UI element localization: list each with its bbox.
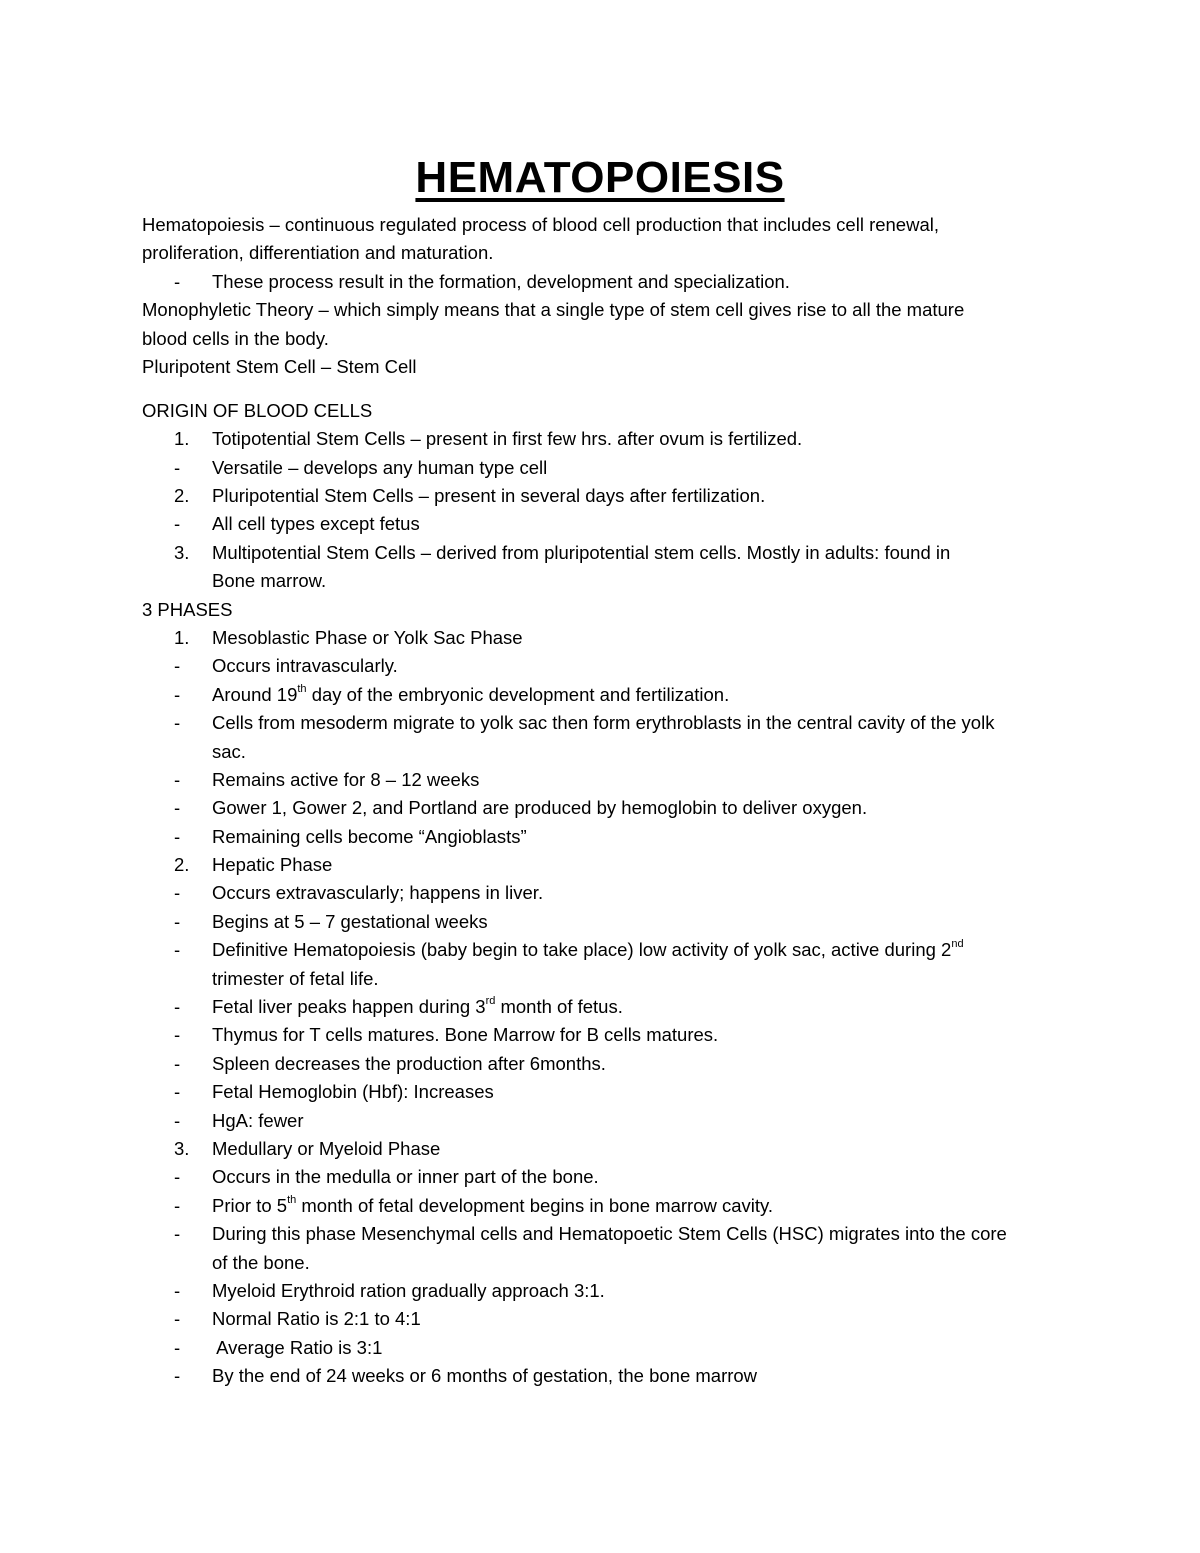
list-item	[142, 1362, 1072, 1390]
list-item	[142, 879, 1072, 907]
dash-marker: -	[174, 1336, 181, 1358]
superscript: th	[287, 1193, 297, 1206]
dash-marker: -	[174, 1024, 181, 1046]
document-body	[142, 211, 1072, 1391]
list-item	[142, 425, 1072, 453]
phase-title: Mesoblastic Phase or Yolk Sac Phase	[212, 626, 523, 648]
dash-marker: -	[174, 456, 181, 478]
list-item	[142, 936, 1072, 964]
list-item-text: Pluripotential Stem Cells – present in several days after fertilization.	[212, 485, 766, 507]
number-marker: 3.	[174, 1138, 190, 1159]
number-marker: 1.	[174, 626, 190, 648]
number-marker: 1.	[174, 428, 190, 450]
list-item	[142, 1107, 1072, 1135]
list-item-text	[212, 993, 623, 1021]
list-item	[142, 1021, 1072, 1049]
list-item-continuation: Bone marrow.	[212, 570, 327, 592]
list-item	[142, 681, 1072, 709]
dash-marker: -	[174, 1279, 181, 1301]
text-fragment: day of the embryonic development and fertilization.	[306, 683, 730, 705]
text-fragment: Prior to 5	[212, 1194, 288, 1216]
list-item-text	[212, 1192, 773, 1220]
text-fragment: Fetal liver peaks happen during 3	[212, 996, 486, 1018]
list-item-text: All cell types except fetus	[212, 513, 420, 535]
list-item	[142, 1305, 1072, 1333]
list-item-text: Occurs extravascularly; happens in liver.	[212, 882, 544, 904]
dash-marker: -	[174, 513, 181, 535]
dash-marker: -	[174, 768, 181, 790]
dash-marker: -	[174, 939, 181, 961]
intro-line: proliferation, differentiation and maturation.	[142, 242, 494, 264]
list-item	[142, 709, 1072, 737]
list-item	[142, 851, 1072, 879]
dash-marker: -	[174, 1109, 181, 1131]
superscript: th	[297, 682, 307, 695]
list-item	[142, 993, 1072, 1021]
list-item-text: Gower 1, Gower 2, and Portland are produced by hemoglobin to deliver oxygen.	[212, 797, 868, 819]
intro-line: blood cells in the body.	[142, 327, 329, 349]
number-marker: 3.	[174, 541, 190, 563]
list-item	[142, 766, 1072, 794]
list-item	[142, 1334, 1072, 1362]
list-item-text: By the end of 24 weeks or 6 months of gestation, the bone marrow	[212, 1365, 758, 1387]
list-item	[142, 482, 1072, 510]
list-item	[142, 539, 1072, 567]
list-item	[142, 624, 1072, 652]
list-item-text	[212, 681, 729, 709]
list-item-text: Versatile – develops any human type cell	[212, 456, 548, 478]
dash-marker: -	[174, 882, 181, 904]
dash-marker: -	[174, 996, 181, 1018]
list-item-continuation: of the bone.	[212, 1251, 310, 1273]
text-fragment: month of fetal development begins in bone marrow cavity.	[296, 1194, 774, 1216]
section-heading-origin: ORIGIN OF BLOOD CELLS	[142, 399, 373, 421]
list-item-text: Remaining cells become “Angioblasts”	[212, 825, 527, 847]
intro-line: Pluripotent Stem Cell – Stem Cell	[142, 355, 417, 377]
number-marker: 2.	[174, 485, 190, 507]
dash-marker: -	[174, 1166, 181, 1188]
list-item-text: Thymus for T cells matures. Bone Marrow for B cells matures.	[212, 1024, 719, 1046]
phase-title: Medullary or Myeloid Phase	[212, 1138, 441, 1159]
list-item-text: HgA: fewer	[212, 1109, 304, 1131]
dash-marker: -	[174, 683, 181, 705]
dash-marker: -	[174, 1308, 181, 1330]
list-item-text: Fetal Hemoglobin (Hbf): Increases	[212, 1081, 494, 1103]
dash-marker: -	[174, 712, 181, 734]
list-item-text: During this phase Mesenchymal cells and Hematopoetic Stem Cells (HSC) migrates into the core	[212, 1223, 1007, 1245]
list-item	[142, 454, 1072, 482]
dash-marker: -	[174, 1223, 181, 1245]
list-item	[142, 794, 1072, 822]
text-fragment: month of fetus.	[495, 996, 623, 1018]
list-item-text	[212, 936, 964, 964]
list-item	[142, 1277, 1072, 1305]
dash-marker: -	[174, 270, 181, 292]
dash-marker: -	[174, 797, 181, 819]
dash-marker: -	[174, 655, 181, 677]
list-item-text: Cells from mesoderm migrate to yolk sac then form erythroblasts in the central cavity of the yolk	[212, 712, 995, 734]
intro-line: Monophyletic Theory – which simply means that a single type of stem cell gives rise to all the mature	[142, 299, 965, 321]
list-item-text: These process result in the formation, development and specialization.	[212, 270, 790, 292]
list-item	[142, 652, 1072, 680]
dash-marker: -	[174, 825, 181, 847]
superscript: rd	[485, 994, 496, 1007]
section-heading-phases: 3 PHASES	[142, 598, 233, 620]
dash-marker: -	[174, 1081, 181, 1103]
list-item	[142, 1192, 1072, 1220]
list-item	[142, 510, 1072, 538]
intro-line: Hematopoiesis – continuous regulated process of blood cell production that includes cell renewal,	[142, 214, 939, 235]
list-item-text: Average Ratio is 3:1	[212, 1336, 383, 1358]
list-item-text: Normal Ratio is 2:1 to 4:1	[212, 1308, 421, 1330]
list-item	[142, 268, 1072, 296]
dash-marker: -	[174, 1052, 181, 1074]
list-item-text: Spleen decreases the production after 6months.	[212, 1052, 606, 1074]
list-item-text: Begins at 5 – 7 gestational weeks	[212, 910, 488, 932]
list-item	[142, 908, 1072, 936]
list-item-text: Remains active for 8 – 12 weeks	[212, 768, 480, 790]
list-item	[142, 1220, 1072, 1248]
phase-title: Hepatic Phase	[212, 854, 333, 876]
superscript: nd	[951, 938, 964, 951]
list-item	[142, 823, 1072, 851]
dash-marker: -	[174, 1365, 181, 1387]
list-item	[142, 1078, 1072, 1106]
list-item-text: Myeloid Erythroid ration gradually approach 3:1.	[212, 1279, 605, 1301]
list-item-text: Occurs intravascularly.	[212, 655, 398, 677]
list-item	[142, 1135, 1072, 1163]
list-item-continuation: trimester of fetal life.	[212, 967, 379, 989]
dash-marker: -	[174, 910, 181, 932]
list-item-text: Occurs in the medulla or inner part of the bone.	[212, 1166, 599, 1188]
text-fragment: Definitive Hematopoiesis (baby begin to take place) low activity of yolk sac, active during 2	[212, 939, 952, 961]
list-item	[142, 1163, 1072, 1191]
list-item	[142, 1050, 1072, 1078]
text-fragment: Around 19	[212, 683, 298, 705]
list-item-text: Totipotential Stem Cells – present in first few hrs. after ovum is fertilized.	[212, 428, 803, 450]
dash-marker: -	[174, 1194, 181, 1216]
number-marker: 2.	[174, 854, 190, 876]
list-item-text: Multipotential Stem Cells – derived from pluripotential stem cells. Mostly in adults: found in	[212, 541, 951, 563]
document-title: HEMATOPOIESIS	[415, 153, 785, 202]
list-item-continuation: sac.	[212, 740, 246, 762]
